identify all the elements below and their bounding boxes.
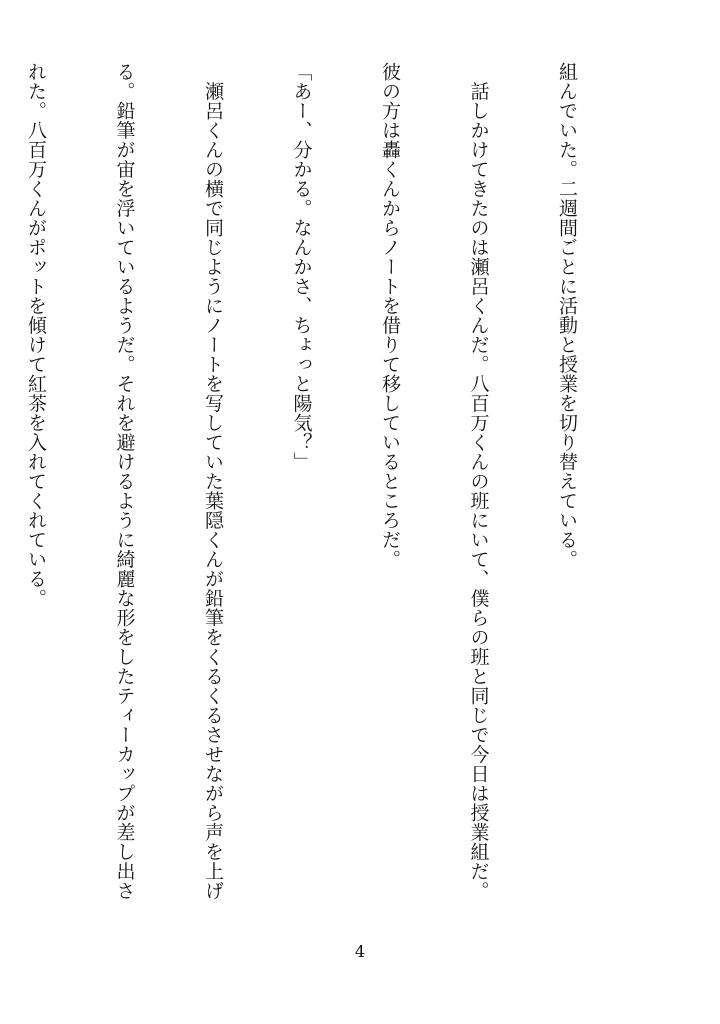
page-number: 4 [354,942,366,961]
text-line: れた。八百万くんがポットを傾けて紅茶を入れてくれている。 [25,62,47,608]
text-line: 話しかけてきたのは瀬呂くんだ。八百万くんの班にいて、僕らの班と同じで今日は授業組だ。 [467,62,490,901]
text-line: る。鉛筆が宙を浮いているようだ。それを避けるように綺麗な形をしたティーカップが差し出さ [113,62,136,901]
text-line: 彼の方は轟くんからノートを借りて移しているところだ。 [379,62,401,569]
text-line: 組んでいた。二週間ごとに活動と授業を切り替えている。 [556,62,578,569]
body-text-vertical [0,62,640,912]
text-line: 「あー、分かる。なんかさ、ちょっと陽気？」 [290,62,313,472]
text-line: 瀬呂くんの横で同じようにノートを写していた葉隠くんが鉛筆をくるくるさせながら声を上げ [202,62,224,901]
